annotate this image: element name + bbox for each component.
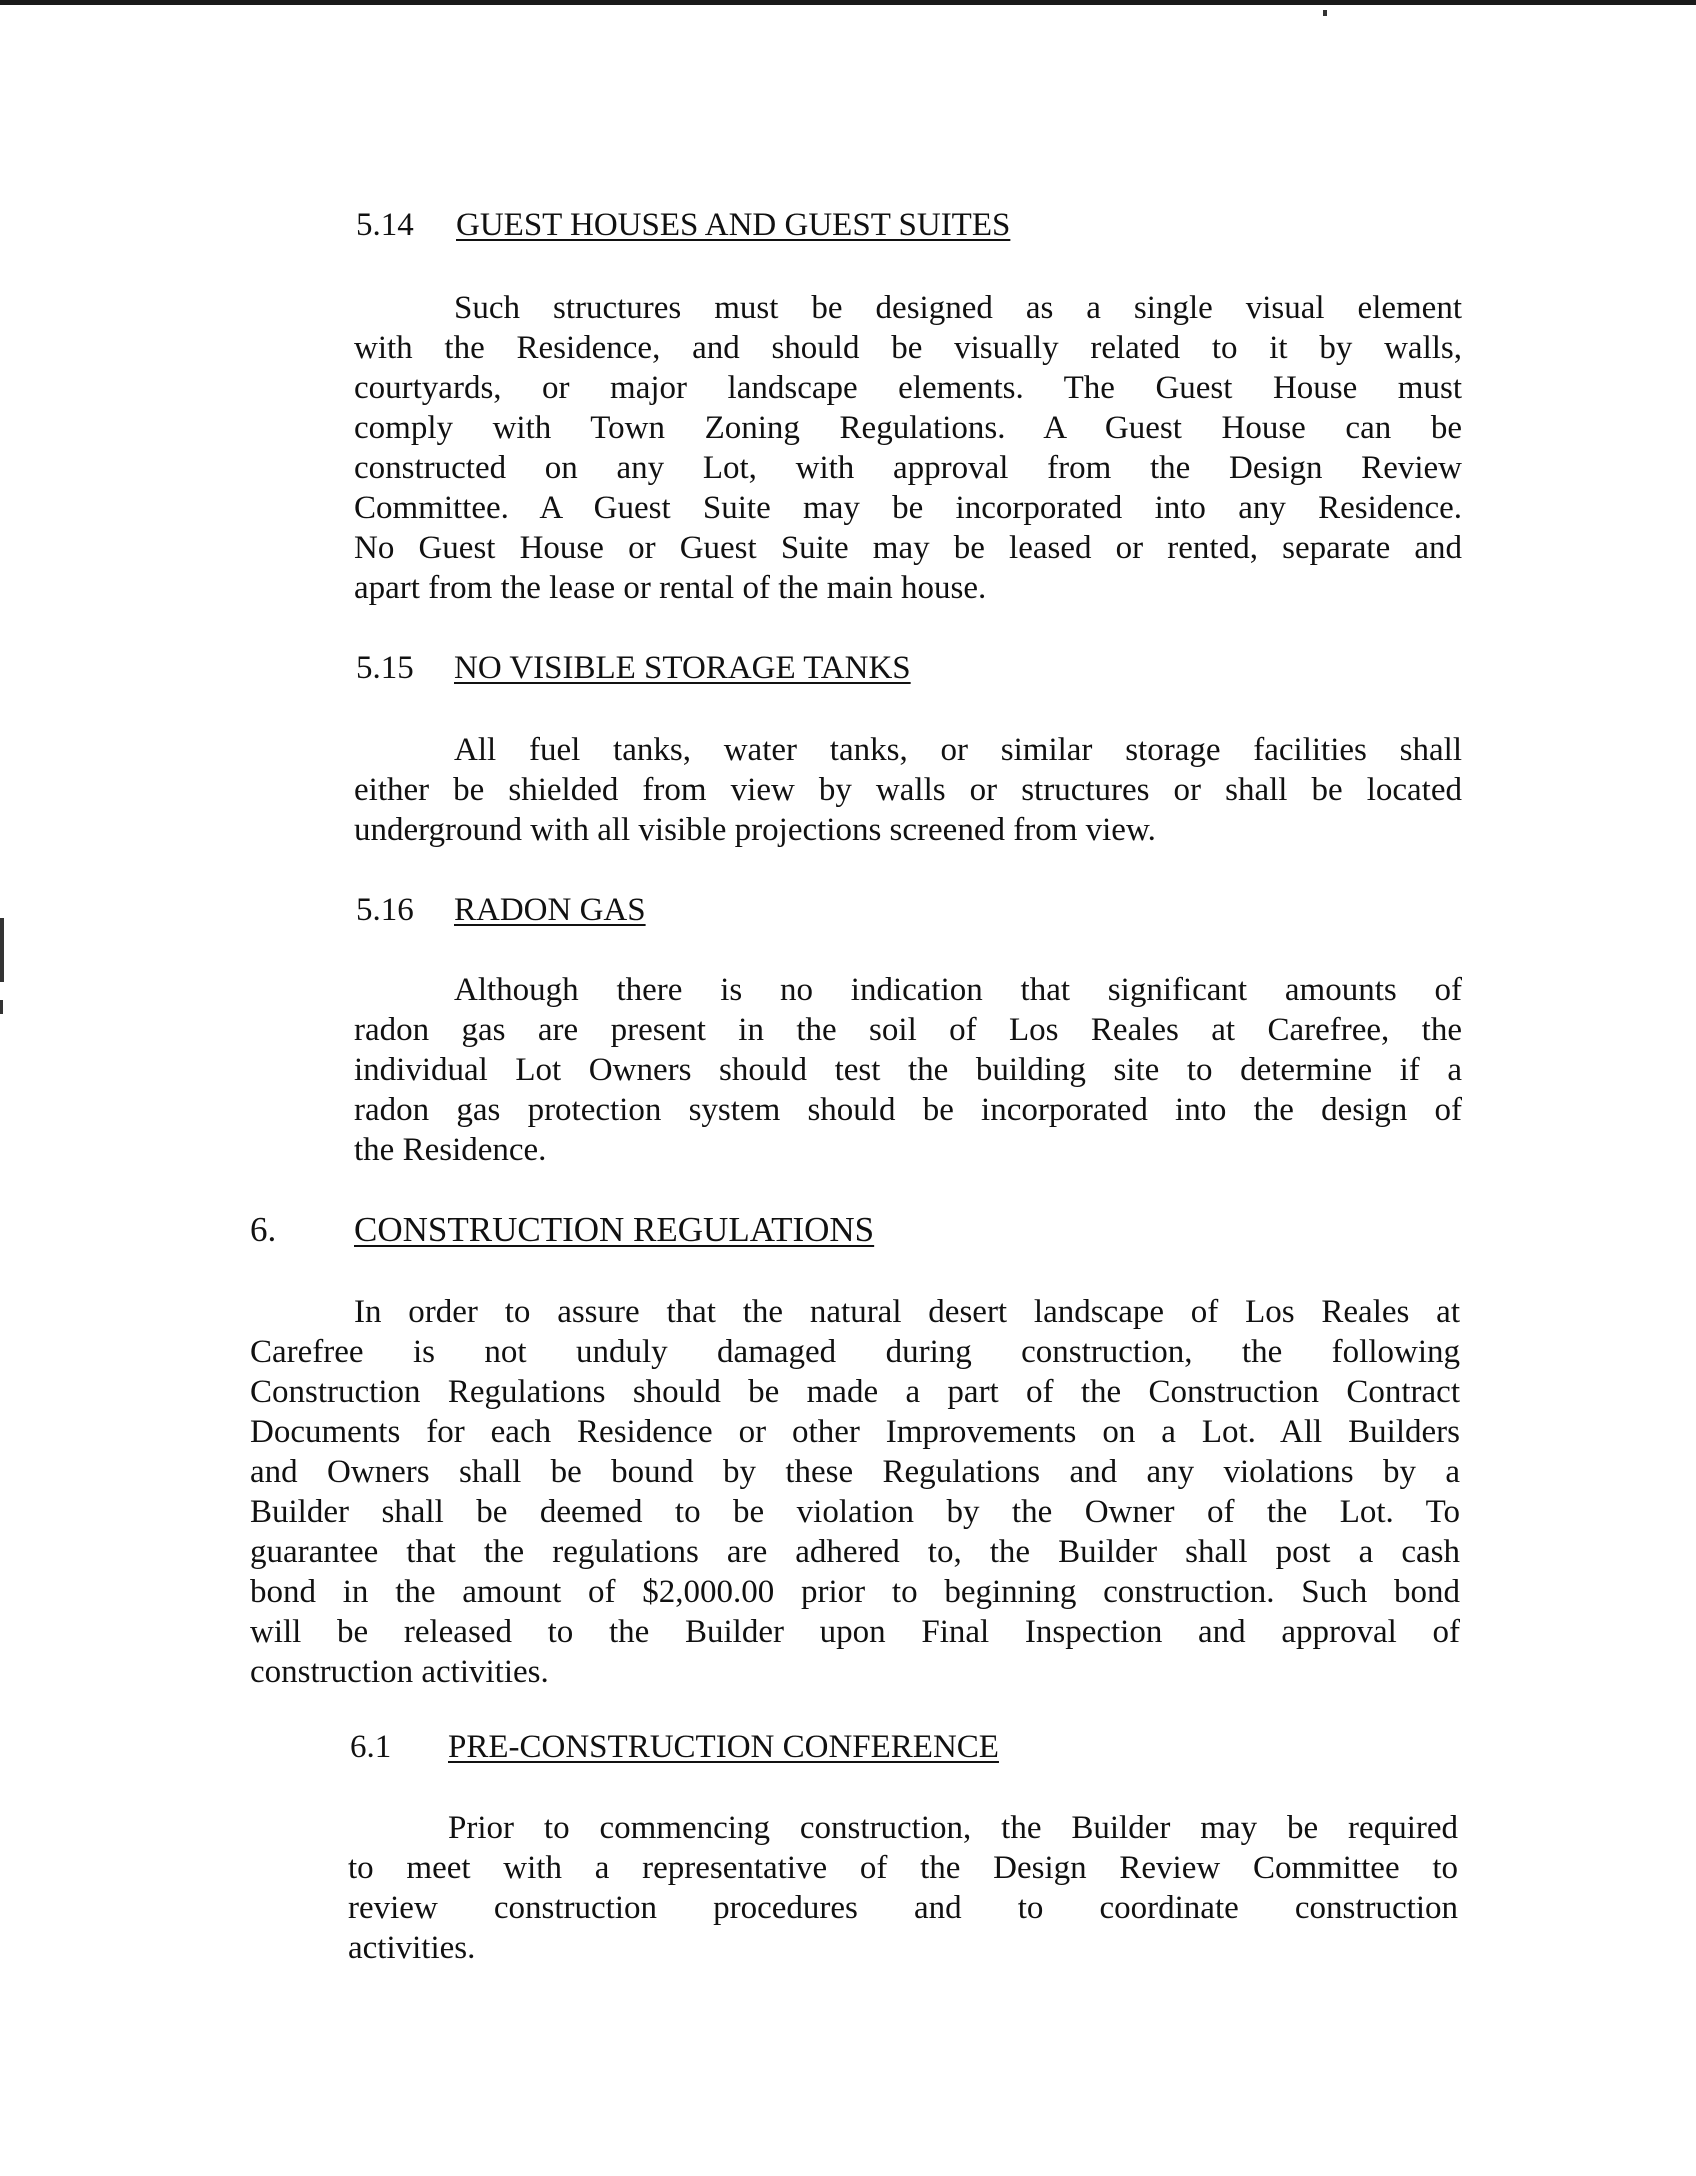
- text-line: and Owners shall be bound by these Regulations and any violations by a: [250, 1454, 1460, 1490]
- text-line: individual Lot Owners should test the building site to determine if a: [354, 1052, 1462, 1088]
- text-line: Committee. A Guest Suite may be incorporated into any Residence.: [354, 490, 1462, 526]
- text-line: construction activities.: [250, 1654, 549, 1690]
- text-line: the Residence.: [354, 1132, 547, 1168]
- text-line: courtyards, or major landscape elements. The Guest House must: [354, 370, 1462, 406]
- section-title: NO VISIBLE STORAGE TANKS: [454, 650, 911, 686]
- section-body-6-1: [348, 1808, 1458, 1968]
- text-line: In order to assure that the natural desert landscape of Los Reales at: [354, 1294, 1460, 1330]
- section-number: 6.: [250, 1210, 277, 1249]
- text-line: comply with Town Zoning Regulations. A Guest House can be: [354, 410, 1462, 446]
- section-body-5-14: [354, 288, 1462, 608]
- section-title: GUEST HOUSES AND GUEST SUITES: [456, 207, 1011, 243]
- text-line: radon gas are present in the soil of Los Reales at Carefree, the: [354, 1012, 1462, 1048]
- text-line: either be shielded from view by walls or structures or shall be located: [354, 772, 1462, 808]
- text-line: Prior to commencing construction, the Builder may be required: [448, 1810, 1458, 1846]
- text-line: radon gas protection system should be incorporated into the design of: [354, 1092, 1462, 1128]
- section-number: 5.15: [356, 650, 414, 686]
- text-line: Documents for each Residence or other Improvements on a Lot. All Builders: [250, 1414, 1460, 1450]
- text-line: Builder shall be deemed to be violation by the Owner of the Lot. To: [250, 1494, 1460, 1530]
- text-line: constructed on any Lot, with approval from the Design Review: [354, 450, 1462, 486]
- section-number: 6.1: [350, 1729, 392, 1765]
- text-line: Such structures must be designed as a single visual element: [454, 290, 1462, 326]
- section-heading-6: [250, 1210, 874, 1250]
- section-heading-5-15: [356, 648, 911, 688]
- section-heading-5-14: [356, 205, 1010, 245]
- section-body-5-16: [354, 970, 1462, 1170]
- section-number: 5.16: [356, 892, 414, 928]
- text-line: Although there is no indication that significant amounts of: [454, 972, 1462, 1008]
- section-heading-5-16: [356, 890, 646, 930]
- text-line: apart from the lease or rental of the main house.: [354, 570, 987, 606]
- text-line: guarantee that the regulations are adhered to, the Builder shall post a cash: [250, 1534, 1460, 1570]
- section-body-6: [250, 1292, 1460, 1692]
- text-line: will be released to the Builder upon Final Inspection and approval of: [250, 1614, 1460, 1650]
- text-line: No Guest House or Guest Suite may be leased or rented, separate and: [354, 530, 1462, 566]
- text-line: with the Residence, and should be visually related to it by walls,: [354, 330, 1462, 366]
- section-title: RADON GAS: [454, 892, 646, 928]
- section-title: CONSTRUCTION REGULATIONS: [354, 1210, 875, 1249]
- text-line: activities.: [348, 1930, 476, 1966]
- text-line: to meet with a representative of the Design Review Committee to: [348, 1850, 1458, 1886]
- section-heading-6-1: [350, 1727, 999, 1767]
- text-line: All fuel tanks, water tanks, or similar storage facilities shall: [454, 732, 1462, 768]
- section-number: 5.14: [356, 207, 414, 243]
- section-body-5-15: [354, 730, 1462, 850]
- text-line: bond in the amount of $2,000.00 prior to beginning construction. Such bond: [250, 1574, 1460, 1610]
- section-title: PRE-CONSTRUCTION CONFERENCE: [448, 1729, 999, 1765]
- text-line: Carefree is not unduly damaged during construction, the following: [250, 1334, 1460, 1370]
- text-line: underground with all visible projections screened from view.: [354, 812, 1156, 848]
- text-line: review construction procedures and to coordinate construction: [348, 1890, 1458, 1926]
- text-line: Construction Regulations should be made a part of the Construction Contract: [250, 1374, 1460, 1410]
